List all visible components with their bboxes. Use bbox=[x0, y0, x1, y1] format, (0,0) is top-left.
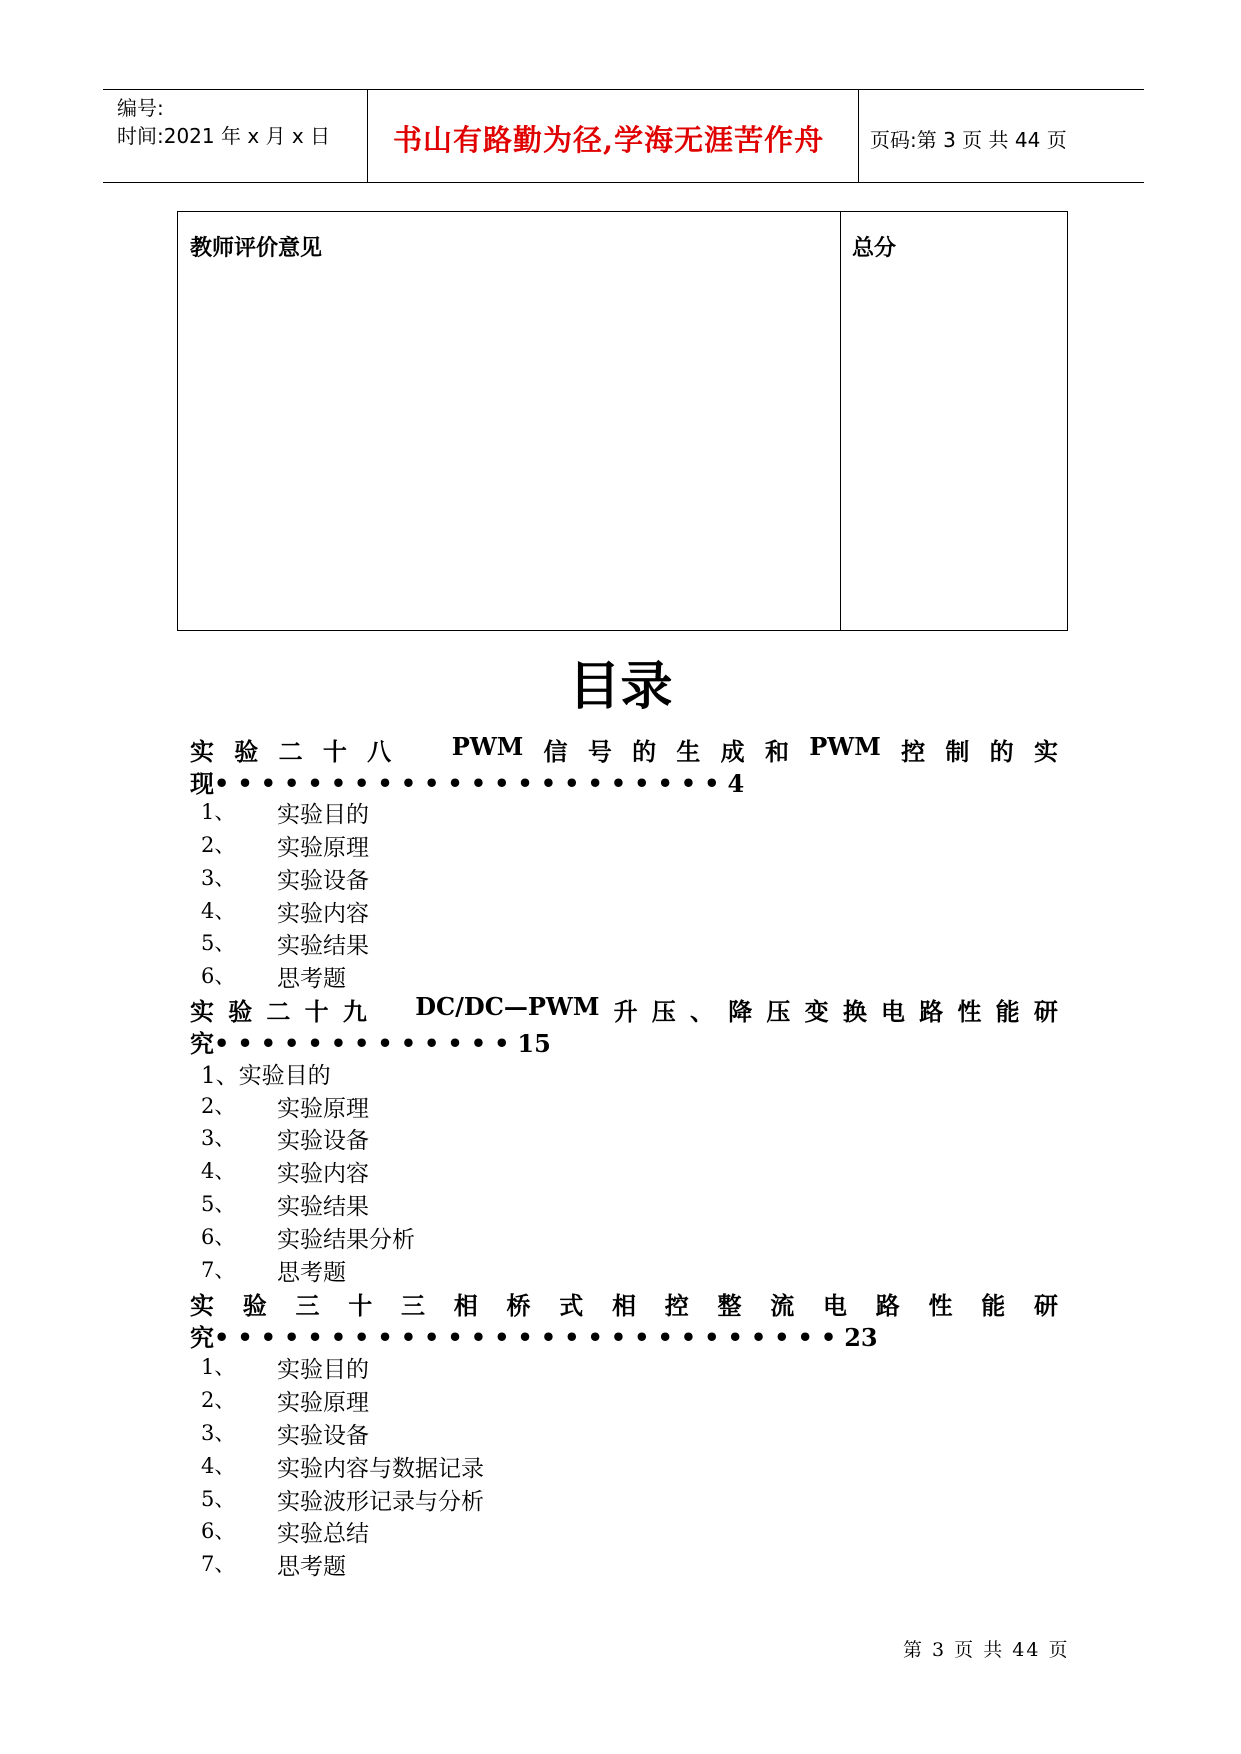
toc-char: 相 bbox=[453, 1291, 478, 1320]
toc-char: 和 bbox=[764, 737, 789, 766]
toc-entry-exp33-line2[interactable] bbox=[190, 1318, 878, 1353]
toc-char: 二 bbox=[278, 737, 303, 766]
toc-leader-dots: ••••••••••••••••••••••••••• bbox=[214, 1323, 845, 1352]
toc-entry-exp29-line1[interactable] bbox=[190, 992, 1058, 1027]
header-divider-right bbox=[858, 89, 859, 182]
toc-char: 生 bbox=[676, 737, 701, 766]
toc-char: 的 bbox=[989, 737, 1014, 766]
item-text: 实验波形记录与分析 bbox=[277, 1489, 484, 1515]
item-text: 实验内容 bbox=[277, 1161, 369, 1187]
item-text: 实验目的 bbox=[277, 1357, 369, 1383]
toc-entry-exp28-line1[interactable] bbox=[190, 732, 1058, 767]
item-number: 6、 bbox=[201, 964, 236, 988]
item-number: 1、 bbox=[201, 800, 236, 824]
teacher-comment-label: 教师评价意见 bbox=[190, 235, 323, 261]
toc-char: 究 bbox=[190, 1029, 214, 1058]
toc-char: 三 bbox=[295, 1291, 320, 1320]
footer-page-number: 第 3 页 共 44 页 bbox=[903, 1639, 1070, 1661]
toc-char: 现 bbox=[190, 769, 214, 798]
toc-char: 验 bbox=[242, 1291, 267, 1320]
toc-entry-exp33-line1[interactable] bbox=[190, 1286, 1058, 1321]
toc-char: 验 bbox=[234, 737, 259, 766]
header-motto: 书山有路勤为径,学海无涯苦作舟 bbox=[393, 123, 825, 157]
item-text: 实验设备 bbox=[277, 1423, 369, 1449]
time-label: 时间:2021 年 x 月 x 日 bbox=[117, 124, 331, 148]
toc-subitem[interactable] bbox=[201, 1057, 331, 1090]
toc-char: 电 bbox=[823, 1291, 847, 1320]
item-number: 2、 bbox=[201, 1094, 236, 1118]
toc-char: 十 bbox=[304, 997, 329, 1026]
toc-char: 能 bbox=[981, 1291, 1006, 1320]
item-number: 2、 bbox=[201, 833, 236, 857]
toc-char: 换 bbox=[842, 997, 867, 1026]
toc-char: 降 bbox=[728, 997, 753, 1026]
item-number: 3、 bbox=[201, 866, 236, 890]
toc-char: 控 bbox=[901, 737, 926, 766]
item-text: 思考题 bbox=[277, 1554, 346, 1580]
toc-char: PWM bbox=[451, 732, 524, 761]
toc-char: 整 bbox=[717, 1291, 742, 1320]
toc-char: 桥 bbox=[506, 1291, 531, 1320]
item-number: 2、 bbox=[201, 1388, 236, 1412]
toc-char: 路 bbox=[919, 997, 944, 1026]
toc-char: 实 bbox=[190, 1291, 214, 1320]
toc-leader-dots: ••••••••••••• bbox=[214, 1029, 518, 1058]
item-text: 实验内容与数据记录 bbox=[277, 1456, 484, 1482]
toc-leader-dots: •••••••••••••••••••••• bbox=[214, 769, 728, 798]
header-bottom-rule bbox=[103, 182, 1144, 183]
toc-char: PWM bbox=[809, 732, 881, 761]
toc-char: 变 bbox=[804, 997, 829, 1026]
item-text: 实验设备 bbox=[277, 868, 369, 894]
toc-char: 压 bbox=[651, 997, 676, 1026]
header-page-code: 页码:第 3 页 共 44 页 bbox=[870, 128, 1067, 152]
item-text: 实验总结 bbox=[277, 1521, 369, 1547]
item-number: 4、 bbox=[201, 899, 236, 923]
toc-char: 性 bbox=[928, 1291, 953, 1320]
toc-char: 性 bbox=[957, 997, 982, 1026]
toc-char: 路 bbox=[875, 1291, 900, 1320]
item-text: 实验原理 bbox=[277, 1096, 369, 1122]
toc-char: 究 bbox=[190, 1323, 214, 1352]
toc-char: 研 bbox=[1034, 1291, 1058, 1320]
toc-page-number: 23 bbox=[844, 1323, 878, 1352]
item-text: 实验内容 bbox=[277, 901, 369, 927]
item-text: 实验结果 bbox=[277, 1194, 369, 1220]
header-divider-left bbox=[367, 89, 368, 182]
toc-char: 号 bbox=[587, 737, 612, 766]
item-text: 实验目的 bbox=[277, 802, 369, 828]
toc-entry-exp28-line2[interactable] bbox=[190, 764, 744, 799]
toc-char: 能 bbox=[995, 997, 1020, 1026]
serial-number-label: 编号: bbox=[117, 96, 164, 120]
item-text: 1、实验目的 bbox=[201, 1063, 331, 1089]
header-top-rule bbox=[103, 89, 1144, 90]
item-number: 5、 bbox=[201, 1487, 236, 1511]
item-text: 思考题 bbox=[277, 966, 346, 992]
toc-char: DC/DC—PWM bbox=[415, 992, 600, 1021]
toc-char: 实 bbox=[1033, 737, 1058, 766]
toc-char: 十 bbox=[322, 737, 347, 766]
item-number: 5、 bbox=[201, 931, 236, 955]
toc-char: 验 bbox=[228, 997, 253, 1026]
item-number: 5、 bbox=[201, 1192, 236, 1216]
toc-page-number: 15 bbox=[517, 1029, 551, 1058]
item-text: 实验原理 bbox=[277, 1390, 369, 1416]
evaluation-table bbox=[177, 211, 1068, 631]
item-text: 实验原理 bbox=[277, 835, 369, 861]
toc-char: 制 bbox=[945, 737, 970, 766]
toc-char: 、 bbox=[690, 997, 714, 1026]
toc-char: 信 bbox=[543, 737, 568, 766]
total-score-label: 总分 bbox=[852, 235, 897, 261]
toc-char: 相 bbox=[612, 1291, 636, 1320]
toc-page-number: 4 bbox=[727, 769, 745, 798]
toc-char: 升 bbox=[613, 997, 638, 1026]
item-text: 实验结果分析 bbox=[277, 1227, 415, 1253]
item-number: 4、 bbox=[201, 1159, 236, 1183]
toc-char: 的 bbox=[632, 737, 657, 766]
item-number: 6、 bbox=[201, 1519, 236, 1543]
item-number: 1、 bbox=[201, 1355, 236, 1379]
toc-char: 九 bbox=[342, 997, 367, 1026]
toc-char: 式 bbox=[559, 1291, 584, 1320]
item-text: 思考题 bbox=[277, 1260, 346, 1286]
item-number: 7、 bbox=[201, 1258, 236, 1282]
item-number: 7、 bbox=[201, 1552, 236, 1576]
toc-char: 二 bbox=[266, 997, 291, 1026]
toc-char: 十 bbox=[348, 1291, 373, 1320]
item-number: 6、 bbox=[201, 1225, 236, 1249]
item-text: 实验结果 bbox=[277, 933, 369, 959]
toc-char: 实 bbox=[190, 737, 214, 766]
item-number: 3、 bbox=[201, 1421, 236, 1445]
item-number: 4、 bbox=[201, 1454, 236, 1478]
evaluation-divider bbox=[840, 212, 841, 630]
toc-char: 压 bbox=[766, 997, 791, 1026]
item-text: 实验设备 bbox=[277, 1128, 369, 1154]
toc-char: 八 bbox=[367, 737, 392, 766]
toc-char: 研 bbox=[1033, 997, 1058, 1026]
toc-char: 控 bbox=[664, 1291, 689, 1320]
toc-entry-exp29-line2[interactable] bbox=[190, 1024, 551, 1059]
toc-char: 成 bbox=[720, 737, 745, 766]
toc-char: 电 bbox=[881, 997, 906, 1026]
item-number: 3、 bbox=[201, 1126, 236, 1150]
toc-char: 三 bbox=[401, 1291, 425, 1320]
toc-char: 流 bbox=[770, 1291, 795, 1320]
toc-char: 实 bbox=[190, 997, 214, 1026]
toc-title: 目录 bbox=[568, 656, 673, 717]
